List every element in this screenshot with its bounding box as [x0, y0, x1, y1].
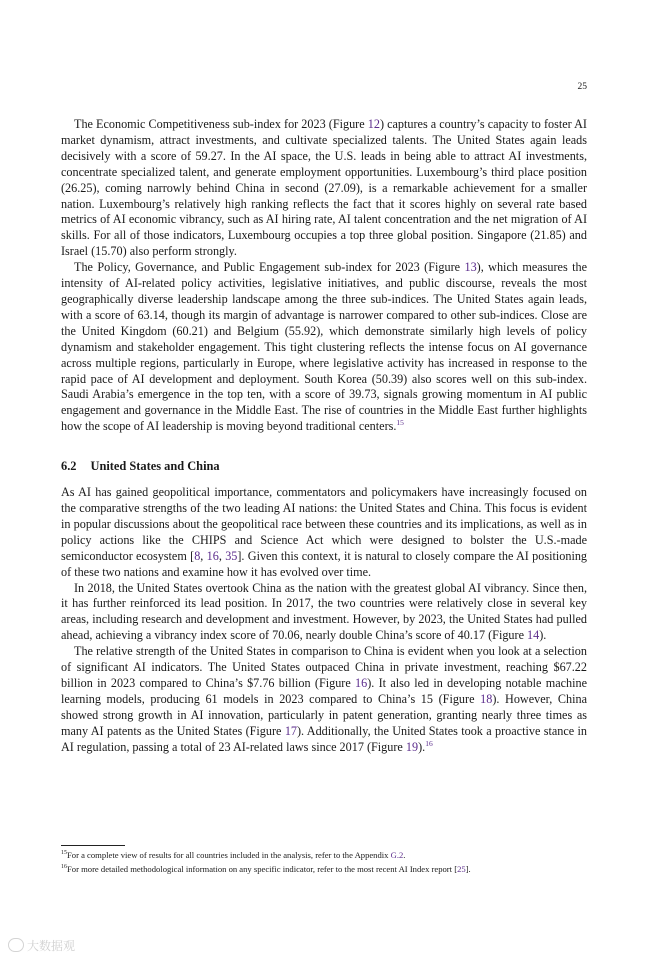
figure-link-17[interactable]: 17 [284, 723, 297, 738]
figure-link-16[interactable]: 16 [355, 676, 368, 690]
paragraph-2018-overtake: In 2018, the United States overtook China as the nation with the greatest global AI vibrancy. Since then, it has further reinforced its lead position. In 2017, the two countries were relatively close in several key areas, including research and development and investment. However, by 2023, the United States had pulled ahead, achieving a vibrancy index score of 70.06, nearly double China’s score of 40.17 (Figure 14). [61, 580, 587, 643]
watermark-icon [8, 938, 24, 952]
page-number: 25 [577, 82, 587, 92]
footnote-ref-16[interactable]: 16 [425, 738, 433, 748]
citation-link-25[interactable]: 25 [457, 863, 466, 874]
footnote-16: $^{16}$For more detailed methodological information on any specific indicator, refer to the most recent AI Index report [25]. [61, 863, 471, 874]
appendix-link-g2[interactable]: G.2 [390, 850, 404, 860]
page-body [61, 117, 587, 756]
citation-link-8[interactable]: 8 [194, 548, 201, 563]
footnotes [61, 849, 587, 876]
footnote-ref-15[interactable]: 15 [396, 418, 404, 428]
citation-link-35[interactable]: 35 [225, 548, 238, 563]
section-heading [61, 459, 587, 474]
footnote-15: $^{15}$For a complete view of results for all countries included in the analysis, refer to the Appendix G.2. [61, 850, 406, 860]
paragraph-geopolitical-importance: As AI has gained geopolitical importance, commentators and policymakers have increasingly focused on the comparative strengths of the two leading AI nations: the United States and China. This focus is evident in popular discussions about the geopolitical race between these countries and its implications, as well as in policy actions like the CHIPS and Science Act which were designed to bolster the U.S.-made semiconductor ecosystem [8, 16, 35]. Given this context, it is natural to closely compare the AI positioning of these two nations and examine how it has evolved over time. [61, 485, 588, 579]
watermark: 大数据观 [8, 937, 75, 954]
figure-link-13[interactable]: 13 [464, 260, 477, 275]
paragraph-policy-governance: The Policy, Governance, and Public Engagement sub-index for 2023 (Figure 13), which measures the intensity of AI-related policy activities, legislative initiatives, and public discourse, reveals the most geographically diverse leadership landscape among the three sub-indices. The United States again leads, with a score of 63.14, though its margin of advantage is narrower compared to other sub-indices. Close are the United Kingdom (60.21) and Belgium (55.92), which demonstrate similarly high levels of policy dynamism and stakeholder engagement. This tight clustering reflects the intense focus on AI governance across multiple regions, particularly in Europe, where legislative activity has increased in response to the rapid pace of AI development and deployment. South Korea (50.39) also scores well on this sub-index. Saudi Arabia’s emergence in the top ten, with a score of 39.73, signals growing momentum in AI public engagement and governance in the Middle East. The rise of countries in the Middle East further highlights how the scope of AI leadership is moving beyond traditional centers.$^{15}$ [61, 260, 587, 434]
figure-link-19[interactable]: 19 [405, 739, 419, 754]
section-number: 6.2 [61, 459, 77, 474]
figure-link-18[interactable]: 18 [480, 691, 493, 706]
citation-link-16[interactable]: 16 [206, 548, 219, 563]
paragraph-economic-competitiveness: The Economic Competitiveness sub-index for 2023 (Figure 12) captures a country’s capacity to foster AI market dynamism, attract investments, and cultivate specialized talents. The United States again leads decisively with a score of 59.27. In the AI space, the U.S. leads in being able to attract AI investments, concentrate specialized talent, and generate employment opportunities. Luxembourg’s third place position (26.25), coming narrowly behind China in second (27.09), is a remarkable achievement for a smaller nation. Luxembourg’s relatively high ranking reflects the fact that it scores highly on several rate based metrics of AI economic vibrancy, such as AI hiring rate, AI talent concentration and the net migration of AI skills. For all of those indicators, Luxembourg occupies a top three global position. Singapore (21.85) and Israel (15.70) also perform strongly. [61, 117, 587, 259]
section-title: United States and China [90, 459, 220, 474]
paragraph-relative-strength: The relative strength of the United States in comparison to China is evident when you look at a selection of significant AI indicators. The United States outpaced China in private investment, reaching $67.22 billion in 2023 compared to China’s $7.76 billion (Figure 16). It also led in developing notable machine learning models, producing 61 models in 2023 compared to China’s 15 (Figure 18). However, China showed strong growth in AI innovation, particularly in patent generation, granting nearly three times as many AI patents as the United States (Figure 17). Additionally, the United States took a proactive stance in AI regulation, passing a total of 23 AI-related laws since 2017 (Figure 19).$^{16}$ [61, 644, 588, 754]
figure-link-14[interactable]: 14 [527, 628, 540, 643]
figure-link-12[interactable]: 12 [367, 117, 380, 131]
footnote-divider [61, 845, 125, 846]
